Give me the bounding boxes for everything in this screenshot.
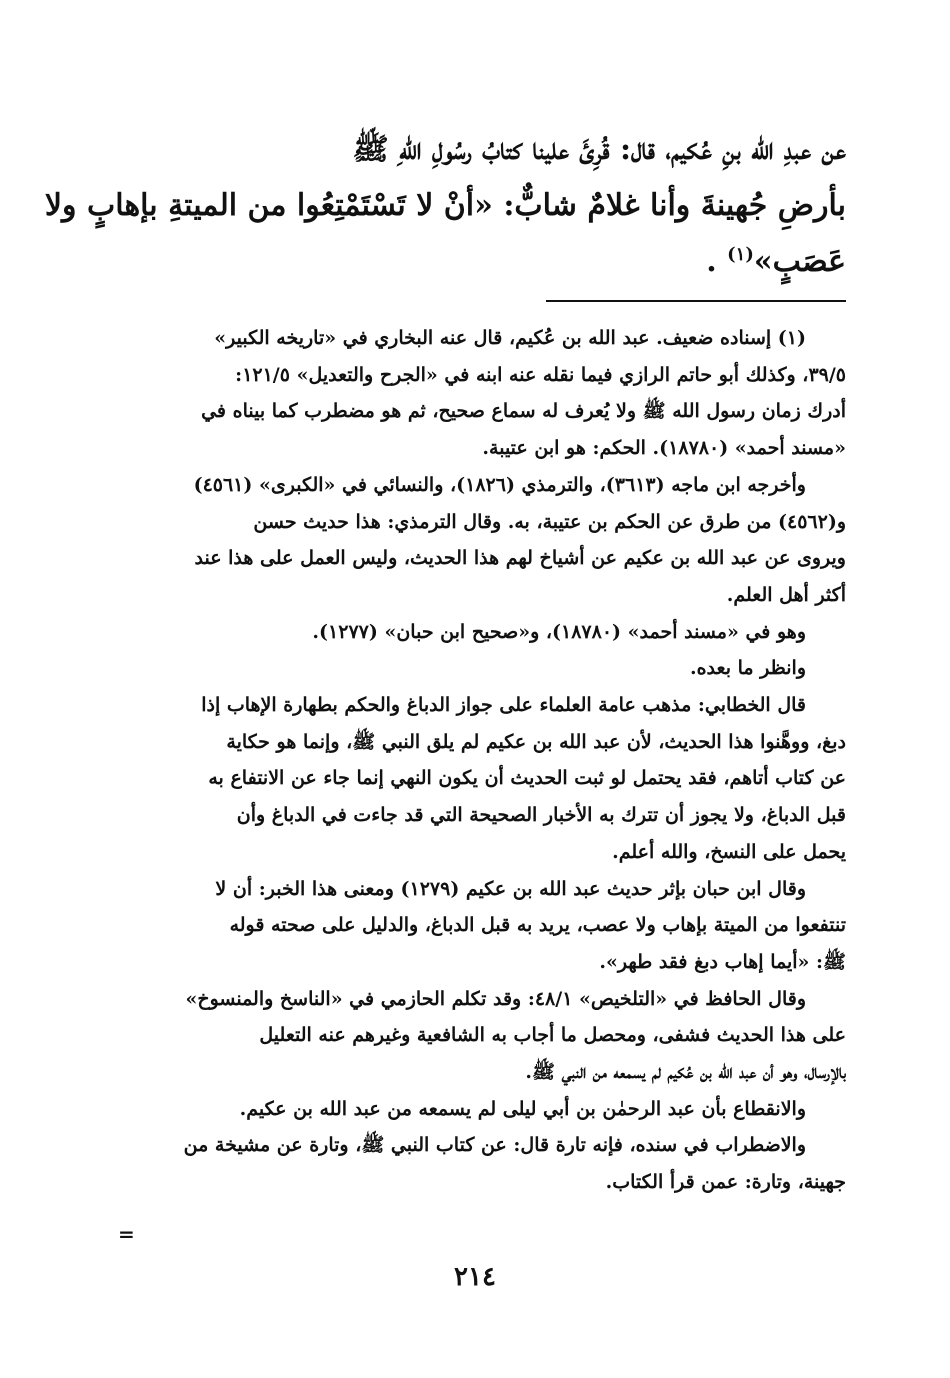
footnote-reference[interactable]: (١) (727, 244, 754, 265)
footnote-line: جهينة، وتارة: عمن قرأ الكتاب. (605, 1171, 846, 1194)
footnote-line: أدرك زمان رسول الله ﷺ ولا يُعرف له سماع صحيح، ثم هو مضطرب كما بيناه في (201, 400, 846, 423)
footnote-line: والاضطراب في سنده، فإنه تارة قال: عن كتاب النبي ﷺ، وتارة عن مشيخة من (183, 1134, 806, 1157)
footnote-line: وهو في «مسند أحمد» (١٨٧٨٠)، و«صحيح ابن حبان» (١٢٧٧). (312, 620, 806, 643)
footnote-line: وأخرجه ابن ماجه (٣٦١٣)، والترمذي (١٨٢٦)، والنسائي في «الكبرى» (٤٥٦١) (193, 473, 806, 496)
footnote-line: عن كتاب أتاهم، فقد يحتمل لو ثبت الحديث أن يكون النهي إنما جاء عن الانتفاع به (208, 767, 846, 790)
footnote-line: قبل الدباغ، ولا يجوز أن تترك به الأخبار الصحيحة التي قد جاءت في الدباغ وأن (236, 804, 846, 827)
footnote-separator (546, 300, 846, 302)
footnote-line: أكثر أهل العلم. (726, 583, 846, 606)
footnote-line: (١) إسناده ضعيف. عبد الله بن عُكيم، قال عنه البخاري في «تاريخه الكبير» (214, 327, 806, 349)
footnotes-section (128, 320, 846, 1201)
footnote-line: ٣٩/٥، وكذلك أبو حاتم الرازي فيما نقله عنه ابنه في «الجرح والتعديل» ١٢١/٥: (235, 363, 846, 386)
hadith-text (44, 122, 846, 290)
continuation-mark: = (118, 1222, 135, 1246)
footnote-line: و(٤٥٦٢) من طرق عن الحكم بن عتيبة، به. وقال الترمذي: هذا حديث حسن (253, 510, 846, 533)
hadith-line-3-text: عَصَبٍ» (753, 244, 846, 279)
footnote-line: بالإرسال، وهو أن عبد الله بن عُكيم لم يسمعه من النبي ﷺ. (525, 1061, 846, 1084)
footnote-line: وقال الحافظ في «التلخيص» ٤٨/١: وقد تكلم الحازمي في «الناسخ والمنسوخ» (185, 987, 806, 1010)
hadith-end-mark: . (706, 244, 717, 279)
footnote-line: ويروى عن عبد الله بن عكيم عن أشياخ لهم هذا الحديث، وليس العمل على هذا عند (194, 547, 846, 570)
footnote-line: قال الخطابي: مذهب عامة العلماء على جواز الدباغ والحكم بطهارة الإهاب إذا (201, 694, 806, 717)
hadith-line-3 (128, 234, 846, 290)
footnote-line: ﷺ: «أيما إهاب دبغ فقد طهر». (599, 950, 846, 973)
footnote-line: على هذا الحديث فشفى، ومحصل ما أجاب به الشافعية وغيرهم عنه التعليل (259, 1024, 846, 1047)
footnote-line: والانقطاع بأن عبد الرحمٰن بن أبي ليلى لم يسمعه من عبد الله بن عكيم. (239, 1097, 806, 1120)
footnote-line: دبغ، ووهَّنوا هذا الحديث، لأن عبد الله بن عكيم لم يلق النبي ﷺ، وإنما هو حكاية (226, 730, 846, 753)
footnote-line: تنتفعوا من الميتة بإهاب ولا عصب، يريد به قبل الدباغ، والدليل على صحته قوله (229, 914, 846, 937)
footnote-line: يحمل على النسخ، والله أعلم. (612, 840, 846, 863)
hadith-line-1: عن عبدِ الله بنِ عُكيم، قال: قُرِئَ علينا كتابُ رسُولِ اللهِ ﷺ (352, 132, 846, 167)
footnote-line: «مسند أحمد» (١٨٧٨٠). الحكم: هو ابن عتيبة. (482, 437, 846, 460)
hadith-line-2: بأرضِ جُهينةَ وأنا غلامٌ شابٌّ: «أنْ لا تَسْتَمْتِعُوا من الميتةِ بإهابٍ ولا (44, 188, 846, 223)
page-number: ٢١٤ (454, 1262, 496, 1292)
footnote-line: وقال ابن حبان بإثر حديث عبد الله بن عكيم (١٢٧٩) ومعنى هذا الخبر: أن لا (215, 877, 806, 900)
footnote-line: وانظر ما بعده. (689, 657, 806, 680)
